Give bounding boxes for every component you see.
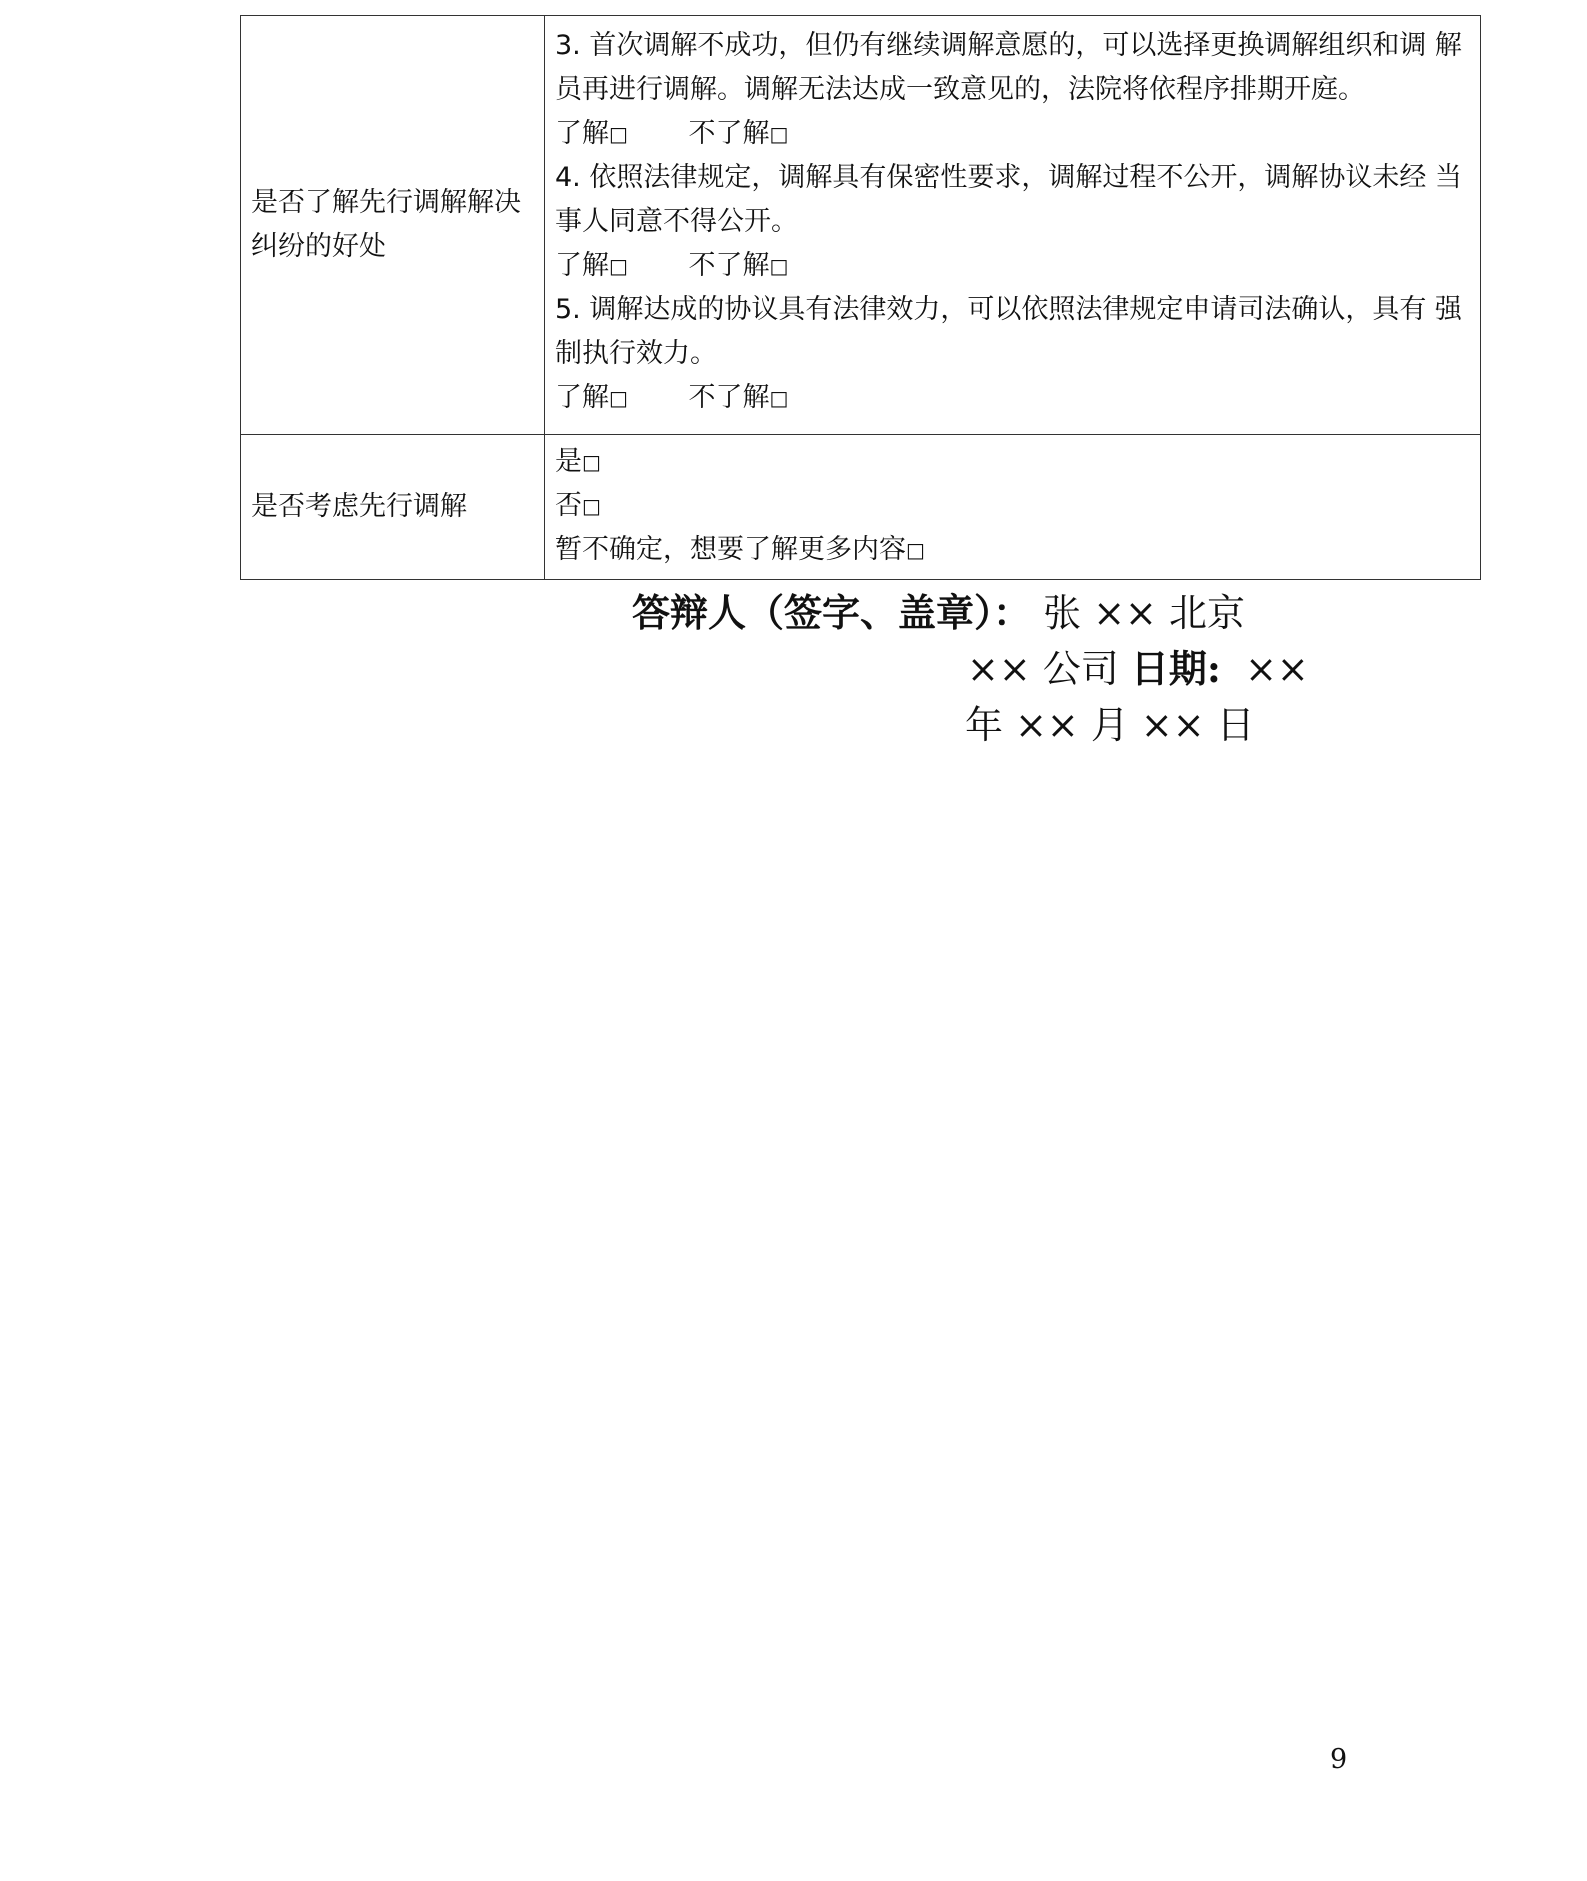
mediation-form-table: [240, 15, 1481, 580]
option-not-understand[interactable]: 不了解□: [689, 244, 789, 288]
list-item: [555, 156, 1470, 288]
table-row: [241, 16, 1481, 435]
checkbox-icon[interactable]: □: [582, 494, 601, 518]
company-date-line: [632, 641, 1332, 697]
option-understand[interactable]: 了解□: [555, 244, 628, 288]
checkbox-icon[interactable]: □: [769, 386, 789, 410]
choice-undecided[interactable]: 暂不确定，想要了解更多内容□: [555, 528, 1470, 572]
date-label: 日期:: [1130, 646, 1221, 691]
table-row: [241, 435, 1481, 580]
respondent-value: 张 ×× 北京: [1043, 591, 1245, 635]
item-text: 4. 依照法律规定，调解具有保密性要求，调解过程不公开，调解协议未经 当事人同意不得公开。: [555, 162, 1462, 237]
checkbox-icon[interactable]: □: [609, 254, 628, 278]
answer-options: [555, 376, 1470, 420]
signature-block: [632, 585, 1332, 753]
row-content: [545, 435, 1481, 580]
checkbox-icon[interactable]: □: [769, 122, 789, 146]
option-understand[interactable]: 了解□: [555, 376, 628, 420]
checkbox-icon[interactable]: □: [906, 538, 925, 562]
date-year: ××: [1245, 647, 1309, 691]
option-understand[interactable]: 了解□: [555, 112, 628, 156]
checkbox-icon[interactable]: □: [609, 386, 628, 410]
row-content: [545, 16, 1481, 435]
list-item: [555, 288, 1470, 420]
row-label: 是否考虑先行调解: [241, 435, 545, 580]
choice-yes[interactable]: 是□: [555, 440, 1470, 484]
date-rest: 年 ×× 月 ×× 日: [965, 703, 1255, 747]
option-not-understand[interactable]: 不了解□: [689, 112, 789, 156]
answer-options: [555, 244, 1470, 288]
checkbox-icon[interactable]: □: [582, 450, 601, 474]
option-not-understand[interactable]: 不了解□: [689, 376, 789, 420]
respondent-label: 答辩人（签字、盖章）：: [632, 590, 1032, 635]
choice-no[interactable]: 否□: [555, 484, 1470, 528]
company-value: ×× 公司: [967, 647, 1119, 691]
respondent-line: [632, 585, 1332, 641]
answer-options: [555, 112, 1470, 156]
list-item: [555, 24, 1470, 156]
row-label: 是否了解先行调解解决纠纷的好处: [241, 16, 545, 435]
page-number: 9: [1330, 1744, 1348, 1775]
checkbox-icon[interactable]: □: [769, 254, 789, 278]
item-text: 3. 首次调解不成功，但仍有继续调解意愿的，可以选择更换调解组织和调 解员再进行调解。调解无法达成一致意见的，法院将依程序排期开庭。: [555, 30, 1462, 105]
item-text: 5. 调解达成的协议具有法律效力，可以依照法律规定申请司法确认，具有 强制执行效力。: [555, 294, 1462, 369]
checkbox-icon[interactable]: □: [609, 122, 628, 146]
